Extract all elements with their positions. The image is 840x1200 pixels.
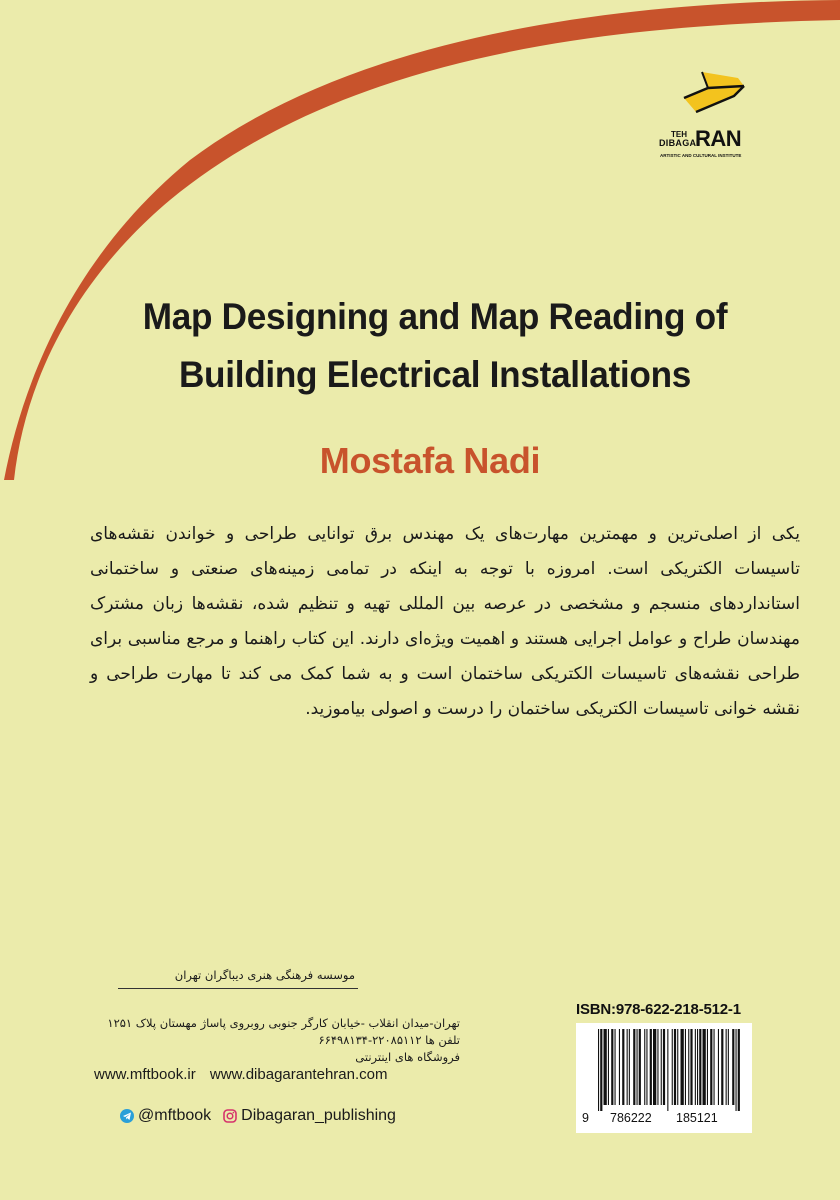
barcode-bar: [627, 1029, 628, 1105]
barcode-bar: [598, 1029, 599, 1111]
telegram-icon: [120, 1109, 134, 1123]
publisher-logo: [640, 68, 770, 168]
barcode-bar: [710, 1029, 712, 1105]
barcode-bar: [611, 1029, 613, 1105]
barcode-bar: [672, 1029, 673, 1105]
isbn-label: ISBN:978-622-218-512-1: [576, 1001, 741, 1018]
barcode-bar: [690, 1029, 692, 1105]
barcode-digits-right: 185121: [676, 1111, 718, 1125]
barcode-bar: [726, 1029, 727, 1105]
telegram-handle[interactable]: @mftbook: [138, 1107, 212, 1124]
barcode-bar: [600, 1029, 602, 1111]
logo-subtitle: ARTISTIC AND CULTURAL INSTITUTE: [660, 153, 742, 158]
logo-text-dibaga: DIBAGA: [659, 138, 697, 148]
websites: [94, 1066, 387, 1083]
barcode-digit-first: 9: [582, 1111, 589, 1125]
isbn-barcode: [576, 1023, 752, 1133]
publisher-phone: تلفن ها ۲۲۰۸۵۱۱۲-۶۶۴۹۸۱۳۴: [318, 1033, 460, 1047]
barcode-bar: [637, 1029, 638, 1105]
barcode-bar: [629, 1029, 630, 1105]
barcode-bar: [738, 1029, 740, 1111]
barcode-bar: [697, 1029, 698, 1105]
barcode-bar: [646, 1029, 647, 1105]
barcode-bar: [685, 1029, 686, 1105]
barcode-bar: [695, 1029, 696, 1105]
barcode-bar: [667, 1029, 668, 1111]
barcode-bar: [644, 1029, 645, 1105]
publisher-divider: [118, 988, 358, 989]
barcode-bar: [674, 1029, 676, 1105]
social-links: [120, 1107, 396, 1125]
barcode-digits-left: 786222: [610, 1111, 652, 1125]
barcode-bar: [615, 1029, 616, 1105]
website-link-dibagaran[interactable]: www.dibagarantehran.com: [209, 1066, 388, 1083]
barcode-bars: [598, 1029, 740, 1113]
author-name: Mostafa Nadi: [319, 440, 541, 481]
barcode-bar: [703, 1029, 706, 1105]
publisher-address: تهران-میدان انقلاب -خیابان کارگر جنوبی روبروی پاساژ مهستان پلاک ۱۲۵۱: [107, 1016, 460, 1030]
barcode-bar: [721, 1029, 723, 1105]
barcode-bar: [608, 1029, 609, 1105]
barcode-bar: [657, 1029, 658, 1105]
barcode-bar: [707, 1029, 708, 1105]
barcode-bar: [633, 1029, 635, 1105]
barcode-bar: [604, 1029, 607, 1105]
book-description: یکی از اصلی‌ترین و مهمترین مهارت‌های یک مهندس برق توانایی طراحی و خواندن نقشه‌های تاسیسات الکتریکی است. امروزه با توجه به اینکه در تمامی زمینه‌های صنعتی و ساختمانی استانداردهای منسجم و مشخصی در عرصه بین المللی تهیه و تنظیم شده، نقشه‌ها زبان مشترک مهندسان طراح و عوامل اجرایی هستند و اهمیت ویژه‌ای دارند. این کتاب راهنما و مرجع مناسبی برای طراحی نقشه‌های تاسیسات الکتریکی ساختمان است و به شما کمک می کند تا مهارت طراحی و نقشه خوانی تاسیسات الکتریکی ساختمان را درست و اصولی بیاموزید.: [90, 524, 800, 719]
barcode-bar: [661, 1029, 662, 1105]
barcode-bar: [728, 1029, 729, 1105]
barcode-bar: [639, 1029, 641, 1105]
barcode-bar: [714, 1029, 715, 1105]
book-title: [79, 288, 792, 404]
barcode-bar: [653, 1029, 656, 1105]
publisher-contact: [40, 1015, 460, 1066]
logo-text-ran: RAN: [695, 126, 742, 151]
barcode-bar: [650, 1029, 652, 1105]
barcode-bar: [681, 1029, 684, 1105]
barcode-bar: [677, 1029, 678, 1105]
book-title-line-1: Map Designing and Map Reading of: [142, 296, 728, 337]
barcode-bar: [688, 1029, 689, 1105]
publisher-name: موسسه فرهنگی هنری دیباگران تهران: [174, 968, 355, 982]
barcode-bar: [619, 1029, 620, 1105]
barcode-bar: [732, 1029, 734, 1105]
pen-nib-icon: [678, 68, 750, 116]
barcode-bar: [718, 1029, 719, 1105]
website-link-mftbook[interactable]: www.mftbook.ir: [94, 1066, 196, 1083]
barcode-bar: [699, 1029, 701, 1105]
instagram-icon: [223, 1109, 237, 1123]
book-title-line-2: Building Electrical Installations: [178, 354, 692, 395]
barcode-bar: [663, 1029, 665, 1105]
barcode-bar: [622, 1029, 624, 1105]
instagram-handle[interactable]: Dibagaran_publishing: [241, 1107, 396, 1124]
online-stores-label: فروشگاه های اینترنتی: [355, 1050, 460, 1064]
logo-text-teh: TEH: [671, 130, 687, 139]
barcode-bar: [736, 1029, 737, 1111]
